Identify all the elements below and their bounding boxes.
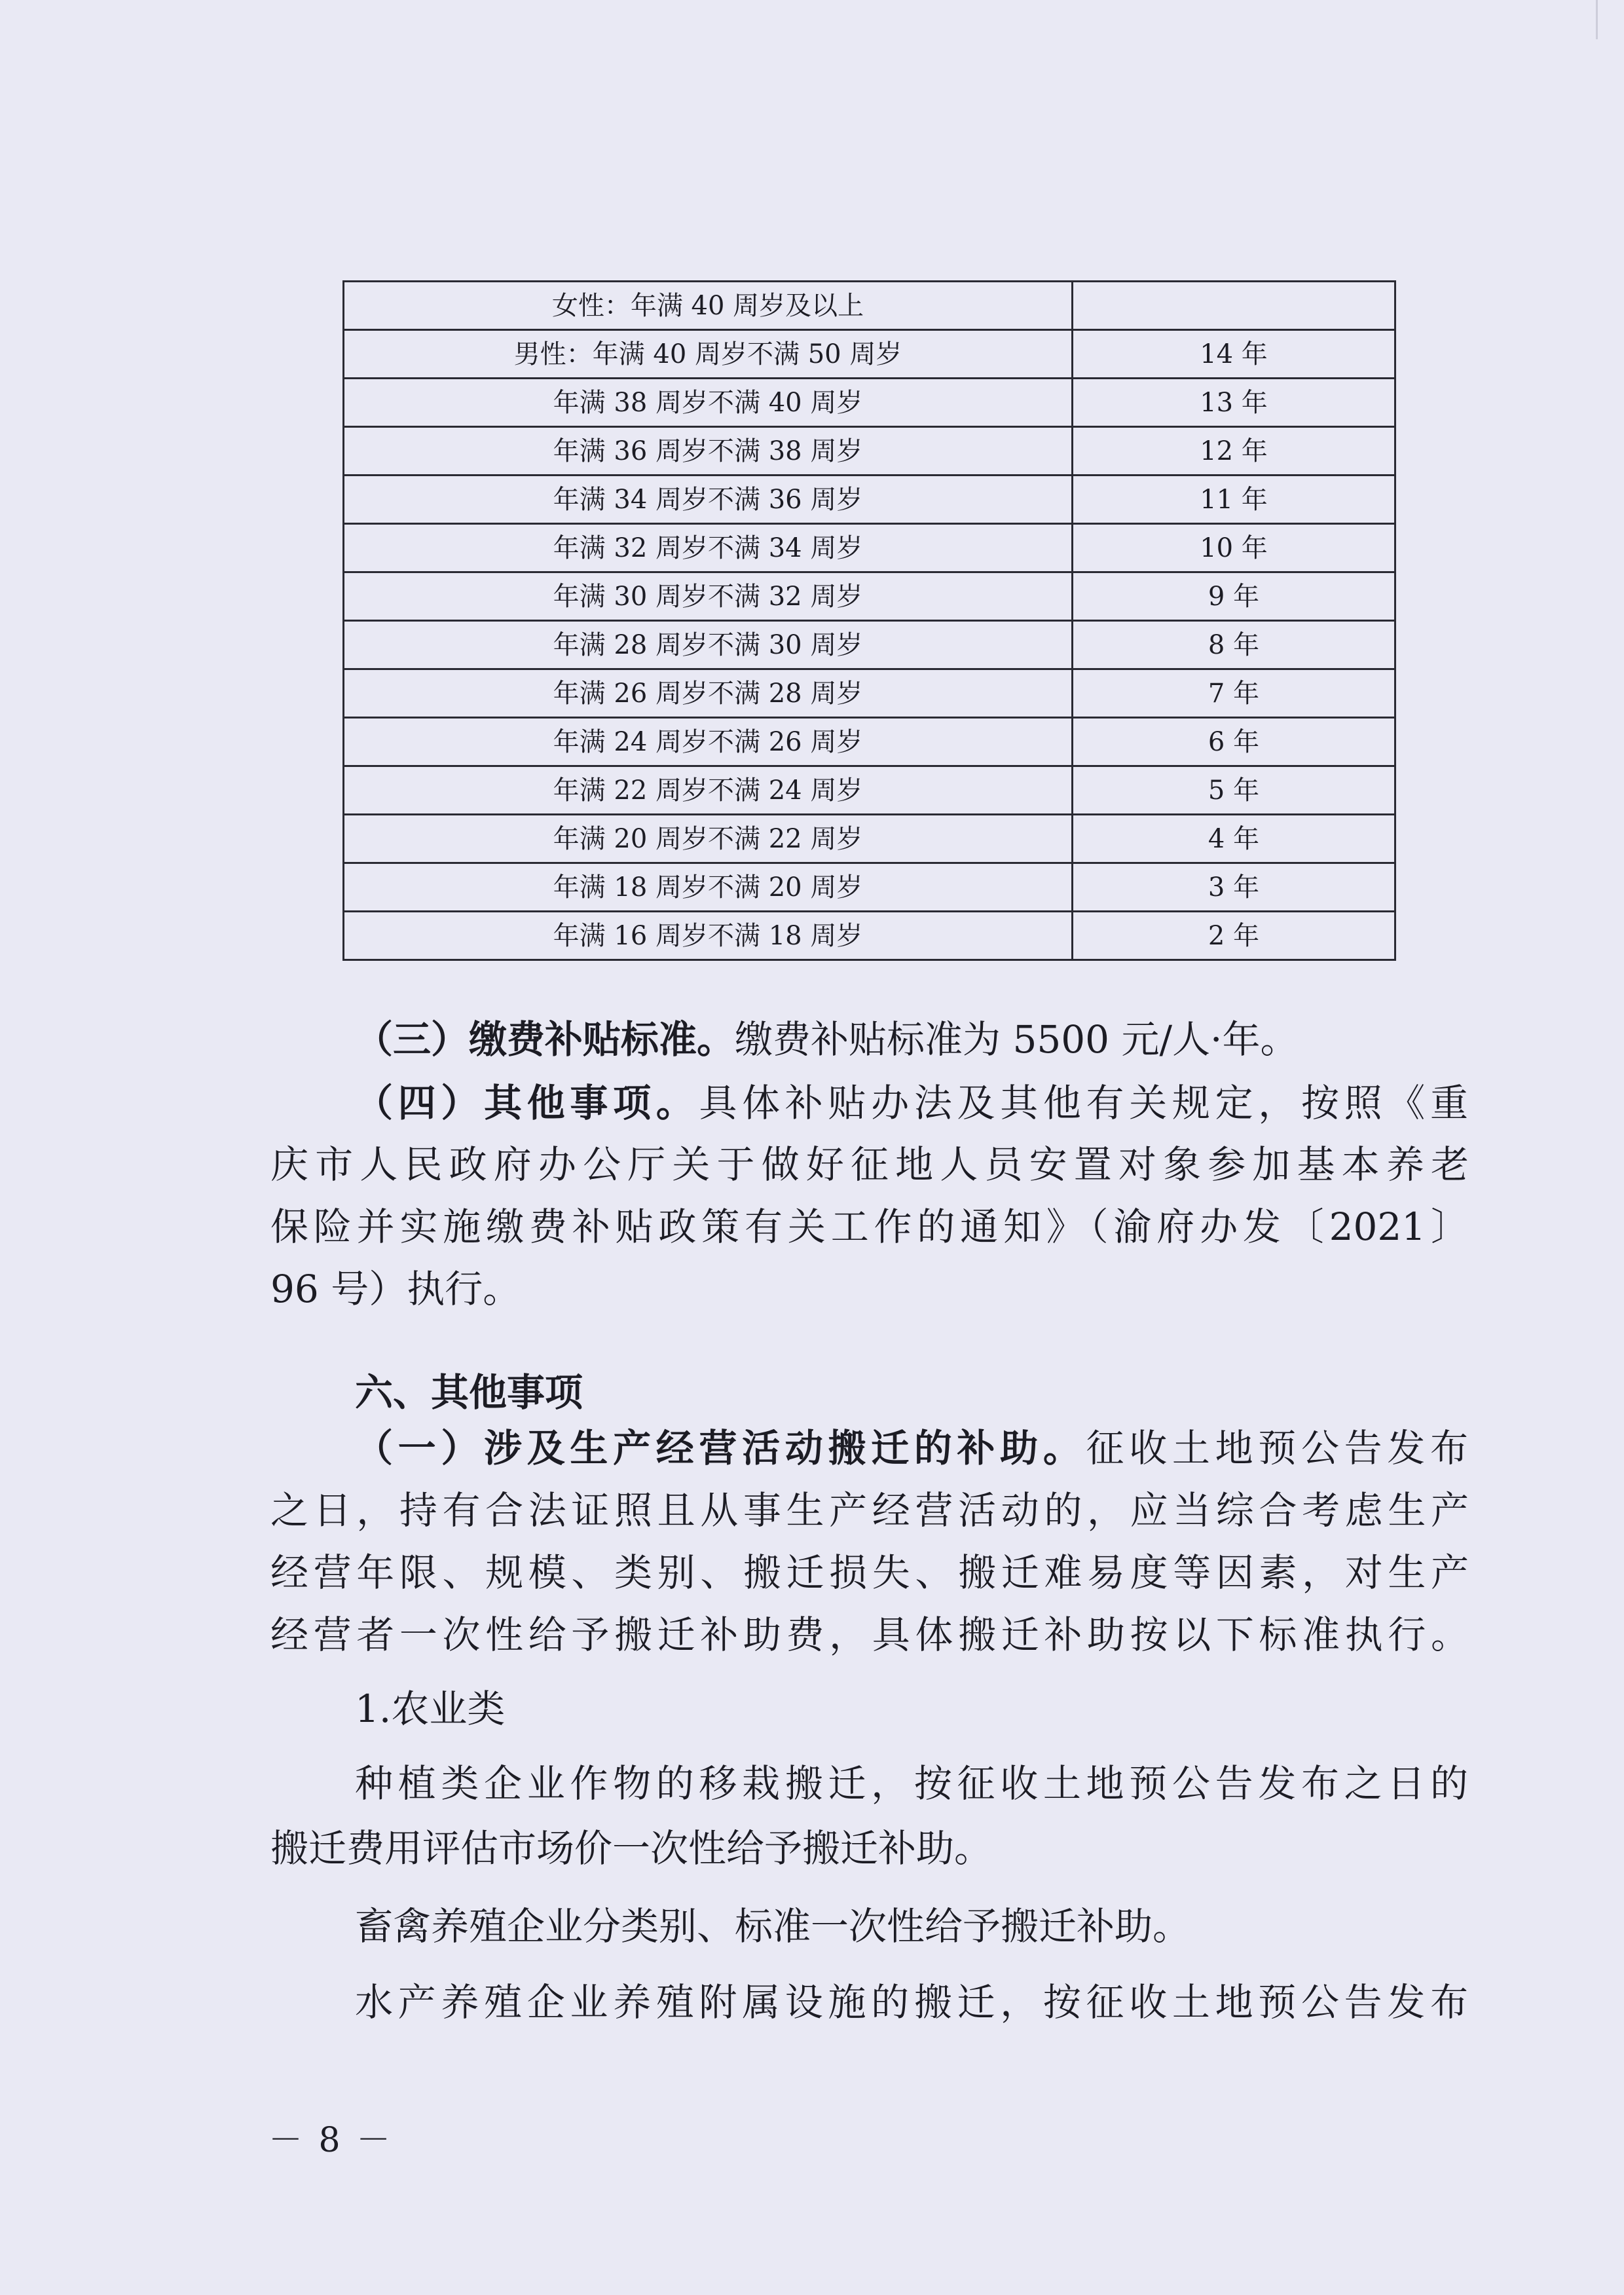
age-range-cell: 年满 30 周岁不满 32 周岁 [344,572,1073,621]
table-row [344,718,1395,766]
years-cell: 3 年 [1073,863,1395,912]
years-cell: 5 年 [1073,766,1395,815]
years-cell: 14 年 [1073,330,1395,379]
paragraph-relocation-line3: 经营年限、规模、类别、搬迁损失、搬迁难易度等因素，对生产 [270,1550,1469,1595]
paragraph-other-matters-line2: 庆市人民政府办公厅关于做好征地人员安置对象参加基本养老 [270,1142,1469,1187]
paragraph-relocation-line4: 经营者一次性给予搬迁补助费，具体搬迁补助按以下标准执行。 [270,1613,1469,1657]
age-range-cell: 年满 34 周岁不满 36 周岁 [344,476,1073,524]
table-row [344,621,1395,669]
age-range-cell: 年满 36 周岁不满 38 周岁 [344,427,1073,476]
age-range-cell: 男性：年满 40 周岁不满 50 周岁 [344,330,1073,379]
years-cell: 8 年 [1073,621,1395,669]
paragraph-planting-line2: 搬迁费用评估市场价一次性给予搬迁补助。 [270,1826,993,1871]
age-range-cell: 年满 32 周岁不满 34 周岁 [344,524,1073,572]
paragraph-other-matters-line4: 96 号）执行。 [270,1267,521,1311]
scan-edge-mark [1596,0,1624,39]
years-cell: 6 年 [1073,718,1395,766]
table-row [344,379,1395,427]
section-title: （三）缴费补贴标准。 [355,1017,735,1062]
table-row [344,815,1395,863]
table-row [344,282,1395,330]
table-row [344,572,1395,621]
table-row [344,427,1395,476]
paragraph-relocation-line2: 之日，持有合法证照且从事生产经营活动的，应当综合考虑生产 [270,1488,1469,1533]
years-cell: 9 年 [1073,572,1395,621]
table-row [344,476,1395,524]
age-range-cell: 年满 28 周岁不满 30 周岁 [344,621,1073,669]
section-title: （四）其他事项。 [355,1081,699,1125]
table-row [344,330,1395,379]
age-range-cell: 年满 22 周岁不满 24 周岁 [344,766,1073,815]
paragraph-other-matters-line1 [355,1081,1468,1125]
years-cell: 10 年 [1073,524,1395,572]
subheading-agriculture: 1.农业类 [355,1687,506,1731]
section-text: 具体补贴办法及其他有关规定，按照《重 [699,1081,1468,1125]
paragraph-other-matters-line3: 保险并实施缴费补贴政策有关工作的通知》（渝府办发〔2021〕 [270,1204,1469,1249]
age-range-cell: 年满 16 周岁不满 18 周岁 [344,912,1073,960]
table-row [344,669,1395,718]
table-row [344,524,1395,572]
years-cell: 7 年 [1073,669,1395,718]
age-range-cell: 年满 20 周岁不满 22 周岁 [344,815,1073,863]
years-cell: 13 年 [1073,379,1395,427]
paragraph-relocation-line1 [355,1426,1468,1470]
heading-other-matters: 六、其他事项 [355,1370,583,1415]
years-cell: 4 年 [1073,815,1395,863]
age-range-cell: 年满 38 周岁不满 40 周岁 [344,379,1073,427]
table-row [344,766,1395,815]
table-row [344,863,1395,912]
age-range-cell: 年满 18 周岁不满 20 周岁 [344,863,1073,912]
paragraph-livestock: 畜禽养殖企业分类别、标准一次性给予搬迁补助。 [355,1904,1191,1949]
age-years-table [342,280,1396,961]
years-cell: 2 年 [1073,912,1395,960]
age-range-cell: 女性：年满 40 周岁及以上 [344,282,1073,330]
section-text: 缴费补贴标准为 5500 元/人·年。 [735,1017,1299,1062]
age-range-cell: 年满 24 周岁不满 26 周岁 [344,718,1073,766]
paragraph-planting-line1: 种植类企业作物的移栽搬迁，按征收土地预公告发布之日的 [355,1761,1468,1806]
age-range-cell: 年满 26 周岁不满 28 周岁 [344,669,1073,718]
paragraph-aquaculture: 水产养殖企业养殖附属设施的搬迁，按征收土地预公告发布 [355,1980,1468,2024]
paragraph-contribution-standard [355,1017,1299,1062]
page-number: － 8 － [268,2121,394,2160]
years-cell [1073,282,1395,330]
years-cell: 11 年 [1073,476,1395,524]
years-cell: 12 年 [1073,427,1395,476]
section-title: （一）涉及生产经营活动搬迁的补助。 [355,1426,1086,1470]
section-text: 征收土地预公告发布 [1086,1426,1468,1470]
table-row [344,912,1395,960]
